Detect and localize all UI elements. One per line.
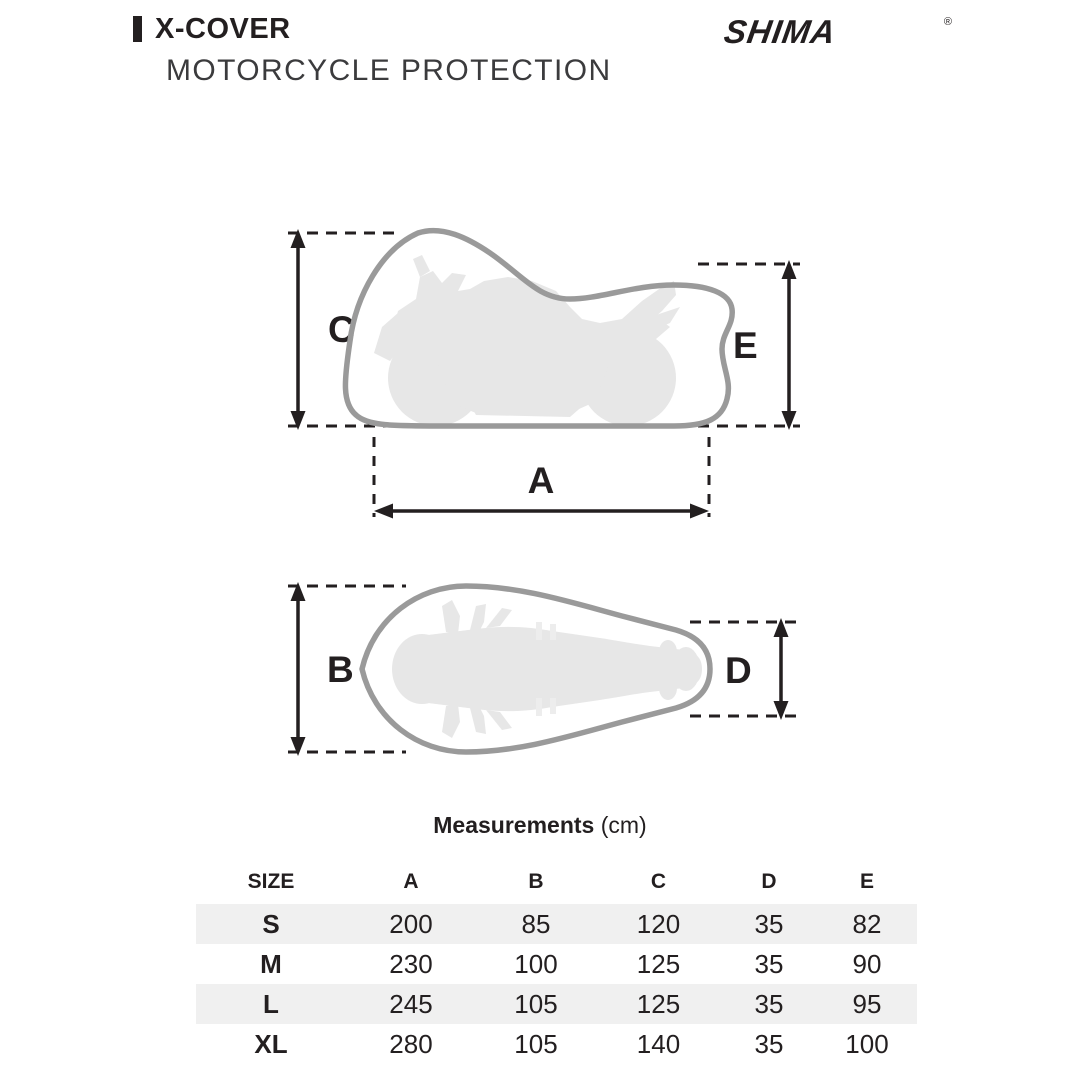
cell-e: 95 [852,989,882,1019]
dimension-b-label: B [327,649,354,690]
dimension-d [725,618,789,720]
measurements-title-main: Measurements [433,812,595,838]
cell-a: 230 [389,949,433,979]
page-header [0,0,1080,100]
table-row [196,904,917,944]
cell-a: 280 [389,1029,433,1059]
cell-d: 35 [754,989,784,1019]
top-view-diagram [270,570,830,785]
cell-c: 140 [636,1029,681,1059]
dimension-e-label: E [733,325,758,366]
cell-c: 120 [636,909,681,939]
column-header-c: C [650,870,667,893]
motorcycle-silhouette-top [392,600,702,738]
cell-b: 105 [514,989,558,1019]
cell-size: L [263,989,279,1019]
size-table [196,860,917,1064]
dimension-d-label: D [725,650,752,691]
shima-logo-wordmark: SHIMA [722,14,839,51]
cell-size: S [262,909,280,939]
dimension-c-label: C [328,309,355,350]
shima-logo-icon [722,10,952,54]
cell-b: 85 [521,909,551,939]
cell-size: M [260,949,282,979]
cell-d: 35 [754,949,784,979]
top-view-svg [270,570,830,785]
title-accent-bar [133,16,142,42]
brand-block [133,12,612,87]
cell-d: 35 [754,909,784,939]
cell-b: 100 [514,949,558,979]
shima-logo [722,10,952,54]
product-title-row [133,12,291,46]
dimension-a-arrow-right [690,504,709,519]
table-header [196,860,917,904]
dimension-b [291,582,354,756]
cell-size: XL [254,1029,288,1059]
dimension-a-arrow-left [374,504,393,519]
column-header-d: D [761,870,777,893]
cell-a: 200 [389,909,433,939]
cell-d: 35 [754,1029,784,1059]
registered-trademark-icon: ® [943,16,952,28]
table-row [196,944,917,984]
measurements-title [0,813,1080,838]
table-row [196,1024,917,1064]
table-body [196,904,917,1064]
column-header-size: SIZE [247,870,295,893]
side-view-diagram [270,215,830,540]
cell-e: 90 [852,949,882,979]
cell-c: 125 [636,989,681,1019]
table-header-row [196,860,917,904]
column-header-b: B [528,870,544,893]
page-subtitle: MOTORCYCLE PROTECTION [166,54,612,87]
dimension-a-label: A [527,460,555,501]
column-header-e: E [859,870,874,893]
table-row [196,984,917,1024]
cell-e: 82 [852,909,882,939]
cell-a: 245 [389,989,433,1019]
cell-b: 105 [514,1029,558,1059]
dimension-a [374,460,709,519]
page-title: X-COVER [155,12,291,45]
side-view-svg [270,215,830,540]
cell-e: 100 [845,1029,889,1059]
dimension-e [733,260,797,430]
measurements-title-unit: (cm) [600,812,647,838]
column-header-a: A [403,870,419,893]
cell-c: 125 [636,949,681,979]
